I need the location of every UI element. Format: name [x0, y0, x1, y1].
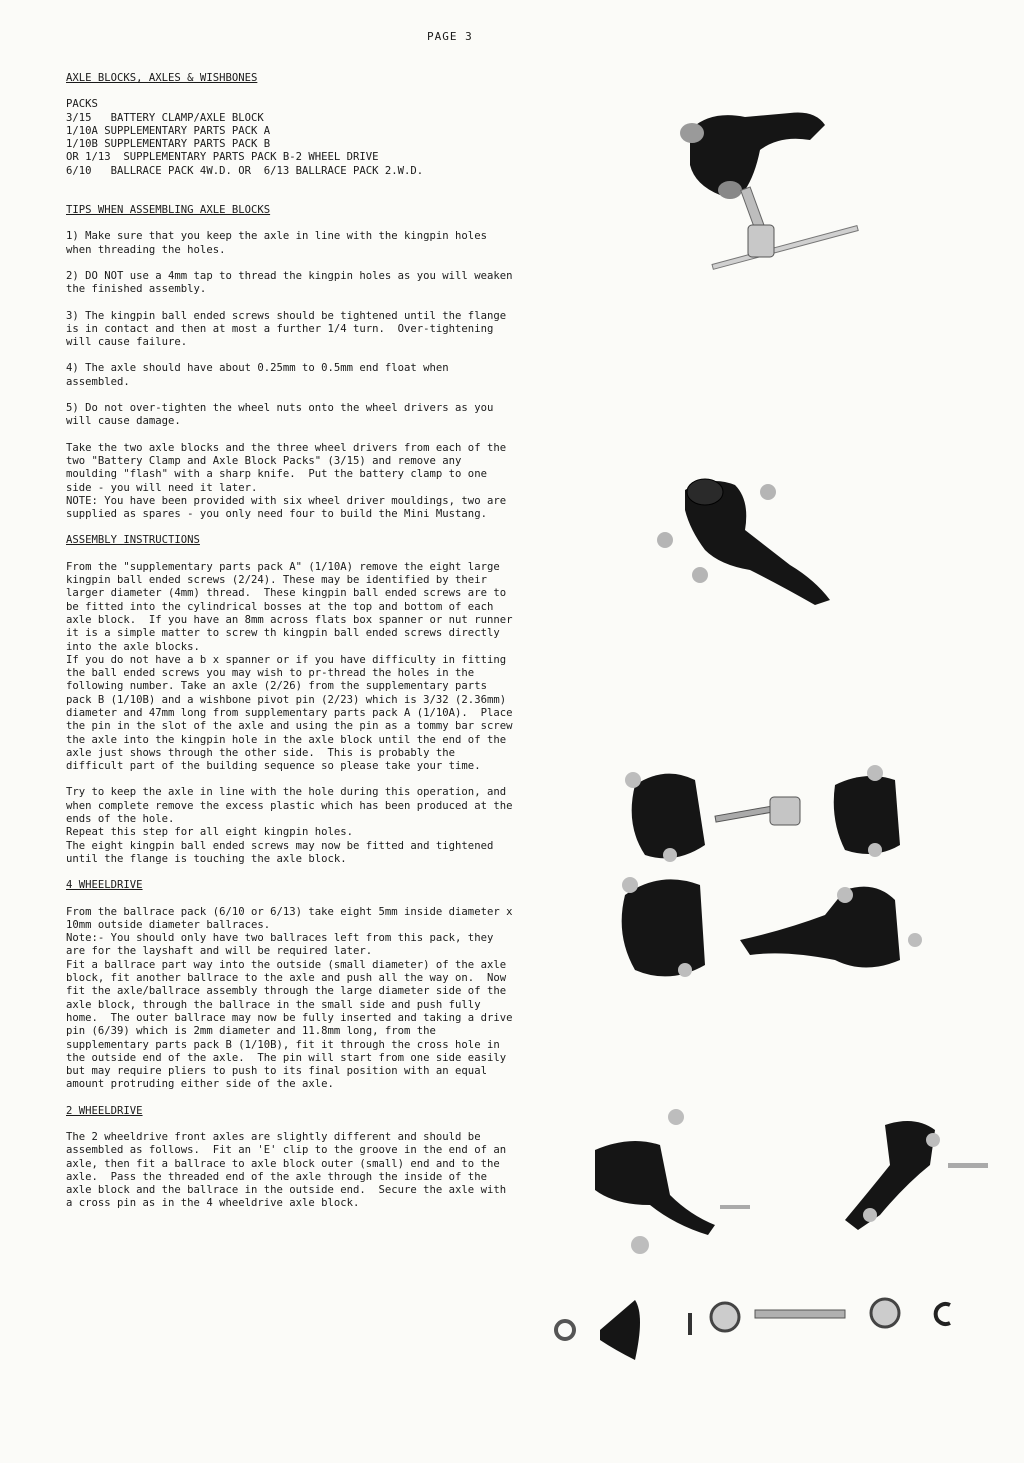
text-column: [66, 72, 519, 1224]
photo-four-axle-blocks: [575, 755, 945, 1015]
assembly-paragraph-2: Try to keep the axle in line with the hole during this operation, and when complete remove the excess plastic which has been produced at the ends of the hole. Repeat this step for all eight kingpin holes. The eight kingpin ball ended screws may now be fitted and tightened until the flange is touching the axle block.: [66, 786, 513, 865]
packs-line: 3/15 BATTERY CLAMP/AXLE BLOCK: [66, 111, 264, 124]
packs-list: [66, 98, 516, 178]
section-title-tips: TIPS WHEN ASSEMBLING AXLE BLOCKS: [66, 204, 271, 217]
page-number: PAGE 3: [427, 30, 473, 43]
packs-line: OR 1/13 SUPPLEMENTARY PARTS PACK B-2 WHEEL DRIVE: [66, 151, 379, 164]
section-title-assembly: ASSEMBLY INSTRUCTIONS: [66, 534, 200, 547]
packs-line: 1/10B SUPPLEMENTARY PARTS PACK B: [66, 138, 271, 151]
tip-4: 4) The axle should have about 0.25mm to 0.5mm end float when assembled.: [66, 362, 456, 388]
section-title-axle-blocks: AXLE BLOCKS, AXLES & WISHBONES: [66, 72, 258, 84]
photo-2wd-axle-parts: [540, 1095, 1010, 1385]
photo-axle-block-kingpins: [640, 470, 850, 610]
packs-line: 6/10 BALLRACE PACK 4W.D. OR 6/13 BALLRACE PACK 2.W.D.: [66, 164, 424, 177]
packs-line: 1/10A SUPPLEMENTARY PARTS PACK A: [66, 124, 271, 137]
2wd-paragraph: The 2 wheeldrive front axles are slightly different and should be assembled as follows. Fit an 'E' clip to the groove in the end of an axle, then fit a ballrace to axle block outer (small) end and to the axle. Pass the threaded end of the axle through the inside of the axle block and the ballrace in the outside end. Secure the axle with a cross pin as in the 4 wheeldrive axle block.: [66, 1131, 513, 1210]
section-title-4wd: 4 WHEELDRIVE: [66, 879, 143, 892]
tip-5: 5) Do not over-tighten the wheel nuts onto the wheel drivers as you will cause damage.: [66, 402, 500, 428]
packs-line: PACKS: [66, 98, 98, 111]
tip-preparation: Take the two axle blocks and the three wheel drivers from each of the two "Battery Clamp and Axle Block Packs" (3/15) and remove any moulding "flash" with a sharp knife. Put the battery clamp to one side - you will need it later. NOTE: You have been provided with six wheel driver mouldings, two are supplied as spares - you only need four to build the Mini Mustang.: [66, 441, 507, 521]
tip-1: 1) Make sure that you keep the axle in line with the kingpin holes when threading the holes.: [66, 230, 494, 256]
tip-3: 3) The kingpin ball ended screws should be tightened until the flange is in contact and then at most a further 1/4 turn. Over-tightening will cause failure.: [66, 309, 513, 349]
photo-axle-threading: [650, 95, 880, 290]
tip-2: 2) DO NOT use a 4mm tap to thread the kingpin holes as you will weaken the finished assembly.: [66, 269, 519, 296]
assembly-paragraph-1: From the "supplementary parts pack A" (1/10A) remove the eight large kingpin ball ended screws (2/24). These may be identified by their larger diameter (4mm) thread. These kingpin ball ended screws are to be fitted into the cylindrical bosses at the top and bottom of each axle block. If you have an 8mm across flats box spanner or nut runner it is a simple matter to screw th kingpin ball ended screws directly into the axle blocks. If you do not have a b x spanner or if you have difficulty in fitting the ball ended screws you may wish to pr-thread the holes in the following number. Take an axle (2/26) from the supplementary parts pack B (1/10B) and a wishbone pivot pin (2/23) which is 3/32 (2.36mm) diameter and 47mm long from supplementary parts pack A (1/10A). Place the pin in the slot of the axle and using the pin as a tommy bar screw the axle into the kingpin hole in the axle block until the end of the axle just shows through the other side. This is probably the difficult part of the building sequence so please take your time.: [66, 560, 513, 773]
section-title-2wd: 2 WHEELDRIVE: [66, 1104, 143, 1117]
4wd-paragraph: From the ballrace pack (6/10 or 6/13) take eight 5mm inside diameter x 10mm outside diameter ballraces. Note:- You should only have two ballraces left from this pack, they are for the layshaft and will be required later. Fit a ballrace part way into the outside (small diameter) of the axle block, fit another ballrace to the axle and push all the way on. Now fit the axle/ballrace assembly through the large diameter side of the axle block, through the ballrace in the small side and push fully home. The outer ballrace may now be fully inserted and taking a drive pin (6/39) which is 2mm diameter and 11.8mm long, from the supplementary parts pack B (1/10B), fit it through the cross hole in the outside end of the axle. The pin will start from one side easily but may require pliers to push to its final position with an equal amount protruding either side of the axle.: [66, 905, 513, 1091]
